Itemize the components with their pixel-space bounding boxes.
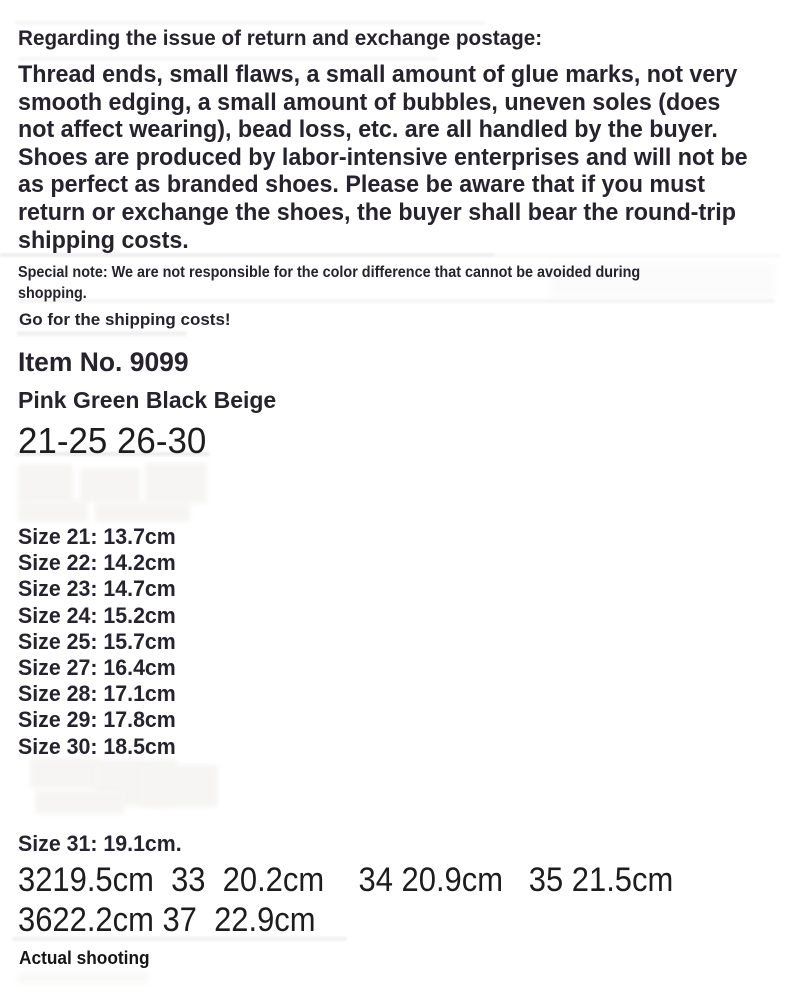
shipping-cta: Go for the shipping costs! <box>19 310 231 329</box>
special-note-line: shopping. <box>18 284 87 302</box>
policy-line: return or exchange the shoes, the buyer shall bear the round-trip <box>18 198 736 226</box>
ghost-text-artifact <box>18 972 148 984</box>
size-range: 21-25 26-30 <box>18 420 207 461</box>
policy-line: shipping costs. <box>18 226 189 254</box>
ghost-text-artifact <box>15 21 485 25</box>
size-chart <box>18 524 181 760</box>
size-row-large: 3219.5cm 33 20.2cm 34 20.9cm 35 21.5cm <box>18 861 674 899</box>
policy-line: smooth edging, a small amount of bubbles, uneven soles (does <box>18 88 721 116</box>
policy-line: not affect wearing), bead loss, etc. are all handled by the buyer. <box>18 116 718 144</box>
special-note-line: Special note: We are not responsible for the color difference that cannot be avoided during <box>18 264 641 281</box>
size-row: Size 28: 17.1cm <box>18 681 176 707</box>
ghost-text-artifact <box>145 463 207 503</box>
ghost-text-artifact <box>80 468 140 502</box>
size-row: Size 30: 18.5cm <box>18 733 176 759</box>
ghost-text-artifact <box>18 500 88 522</box>
size-row: Size 27: 16.4cm <box>18 655 176 681</box>
page-title: Regarding the issue of return and exchange postage: <box>18 27 543 50</box>
policy-line: Thread ends, small flaws, a small amount of glue marks, not very <box>18 61 738 88</box>
ghost-text-artifact <box>30 758 100 788</box>
policy-paragraph <box>18 61 770 254</box>
item-number: Item No. 9099 <box>18 347 189 377</box>
size-row: Size 23: 14.7cm <box>18 576 176 602</box>
ghost-text-artifact <box>17 331 187 336</box>
size-row: Size 29: 17.8cm <box>18 707 176 733</box>
size-row: Size 24: 15.2cm <box>18 602 176 628</box>
ghost-text-artifact <box>495 254 780 257</box>
color-options: Pink Green Black Beige <box>18 387 277 413</box>
special-note <box>18 263 709 304</box>
policy-line: Shoes are produced by labor-intensive enterprises and will not be <box>18 143 748 171</box>
policy-line: as perfect as branded shoes. Please be aware that if you must <box>18 171 706 199</box>
ghost-text-artifact <box>35 790 125 814</box>
ghost-text-artifact <box>95 502 190 522</box>
size-row: Size 22: 14.2cm <box>18 550 176 576</box>
size-row: Size 21: 13.7cm <box>18 524 176 549</box>
size-row-31: Size 31: 19.1cm. <box>18 831 182 856</box>
size-row-large: 3622.2cm 37 22.9cm <box>18 901 316 939</box>
size-row: Size 25: 15.7cm <box>18 628 176 654</box>
ghost-text-artifact <box>140 765 218 807</box>
footer-caption: Actual shooting <box>19 948 150 968</box>
size-chart-large <box>18 860 738 940</box>
ghost-text-artifact <box>18 464 73 502</box>
